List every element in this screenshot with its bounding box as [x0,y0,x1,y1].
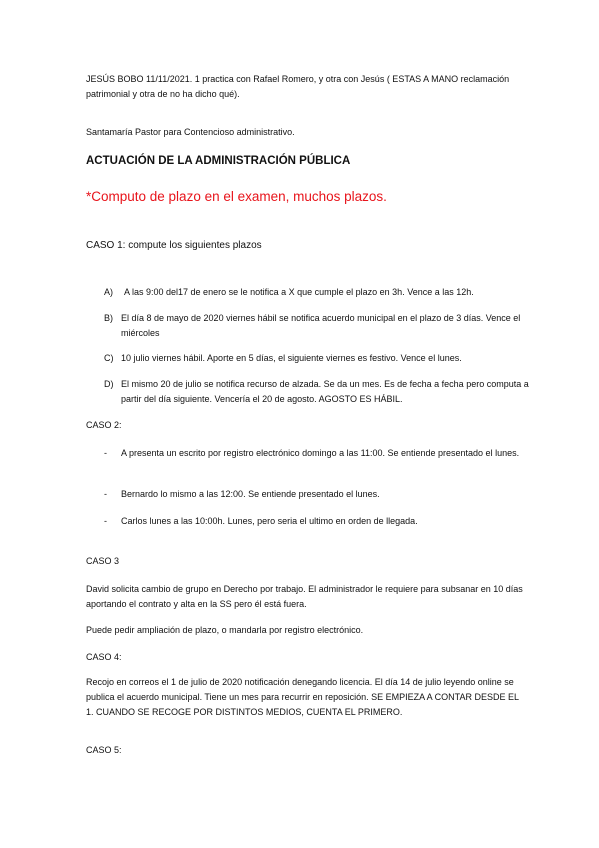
exam-highlight: *Computo de plazo en el examen, muchos plazos. [86,189,387,204]
caso2-item-3: Carlos lunes a las 10:00h. Lunes, pero seria el ultimo en orden de llegada. [121,516,418,526]
caso1-item-c: 10 julio viernes hábil. Aporte en 5 días, el siguiente viernes es festivo. Vence el lunes. [121,353,462,363]
caso2-item-2: Bernardo lo mismo a las 12:00. Se entiende presentado el lunes. [121,489,380,499]
caso1-marker-c: C) [104,353,114,363]
caso2-item-1: A presenta un escrito por registro electrónico domingo a las 11:00. Se entiende presentado el lunes. [121,448,520,458]
caso2-marker-2: - [104,489,107,499]
intro-paragraph: JESÚS BOBO 11/11/2021. 1 practica con Rafael Romero, y otra con Jesús ( ESTAS A MANO reclamación patrimonial y otra de no ha dicho qué). [86,74,510,99]
caso4-heading: CASO 4: [86,652,122,662]
caso1-item-d: El mismo 20 de julio se notifica recurso de alzada. Se da un mes. Es de fecha a fecha pero computa a partir del día siguiente. Vencería el 20 de agosto. AGOSTO ES HÁBIL. [121,379,529,404]
caso3-paragraph-2: Puede pedir ampliación de plazo, o mandarla por registro electrónico. [86,625,364,635]
caso1-marker-b: B) [104,313,113,323]
caso3-paragraph-1: David solicita cambio de grupo en Derecho por trabajo. El administrador le requiere para subsanar en 10 días aportando el contrato y alta en la SS pero él está fuera. [86,584,523,609]
caso1-marker-d: D) [104,379,114,389]
caso1-item-b: El día 8 de mayo de 2020 viernes hábil se notifica acuerdo municipal en el plazo de 3 días. Vence el miércoles [121,313,521,338]
caso3-heading: CASO 3 [86,556,120,566]
caso2-marker-3: - [104,516,107,526]
document-title: ACTUACIÓN DE LA ADMINISTRACIÓN PÚBLICA [86,155,351,167]
caso4-paragraph-1: Recojo en correos el 1 de julio de 2020 notificación denegando licencia. El día 14 de julio leyendo online se publica el acuerdo municipal. Tiene un mes para recurrir en reposición. SE EMPIEZA A CONTAR DESDE EL 1. CUANDO SE RECOGE POR DISTINTOS MEDIOS, CUENTA EL PRIMERO. [86,677,519,717]
caso2-marker-1: - [104,448,107,458]
reference-paragraph: Santamaría Pastor para Contencioso administrativo. [86,127,295,137]
caso2-heading: CASO 2: [86,420,122,430]
caso5-heading: CASO 5: [86,745,122,755]
caso1-item-a: A las 9:00 del17 de enero se le notifica a X que cumple el plazo en 3h. Vence a las 12h. [124,287,474,297]
caso1-heading: CASO 1: compute los siguientes plazos [86,240,262,251]
caso1-marker-a: A) [104,287,113,297]
